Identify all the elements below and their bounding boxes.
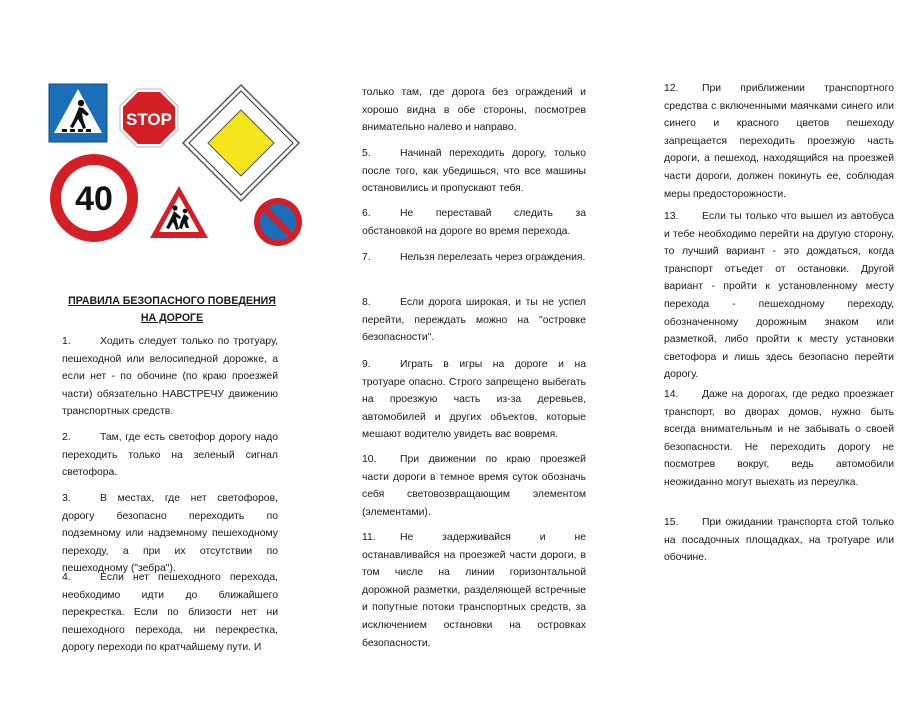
rule-text: При ожидании транспорта стой только на посадочных площадках, на тротуаре или обочине.	[664, 517, 894, 564]
rule-text: Даже на дорогах, где редко проезжает транспорт, во дворах домов, нужно быть всегда внимательным и не забывать о своей безопасности. Не переходить дорогу не посмотрев вокруг, ведь автомобили неожиданно могут выехать из переулка.	[664, 389, 894, 488]
rule-number: 8.	[362, 297, 371, 308]
rule-text: Там, где есть светофор дорогу надо переходить только на зеленый сигнал светофора.	[62, 432, 278, 479]
rule-number: 15.	[664, 517, 679, 528]
rule-paragraph	[362, 294, 586, 347]
rule-text: только там, где дорога без ограждений и хорошо видна в обе стороны, посмотрев внимательно налево и направо.	[362, 87, 586, 134]
rule-number: 1.	[62, 336, 71, 347]
rule-paragraph	[62, 333, 278, 421]
column-2	[306, 0, 612, 703]
rule-paragraph	[664, 208, 894, 384]
speed-limit-text: 40	[75, 180, 113, 218]
title-line-1: ПРАВИЛА БЕЗОПАСНОГО ПОВЕДЕНИЯ	[68, 295, 276, 307]
rule-number: 11.	[362, 532, 376, 543]
rule-paragraph	[362, 205, 586, 240]
rule-paragraph	[664, 80, 894, 203]
rule-text: При движении по краю проезжей части дороги в темное время суток обозначь себя световозвращающим элементом (элементами).	[362, 454, 586, 518]
column-1	[0, 0, 306, 703]
rule-text: Играть в игры на дороге и на тротуаре опасно. Строго запрещено выбегать на проезжую часть из-за деревьев, автомобилей и других объектов, которые мешают водителю увидеть вас вовремя.	[362, 359, 586, 441]
rule-paragraph	[62, 429, 278, 482]
rule-number: 2.	[62, 432, 71, 443]
rule-text: Если нет пешеходного перехода, необходимо идти до ближайшего перекрестка. Если по близости нет ни пешеходного перехода, ни перекрестка, дорогу переходи по кратчайшему пути. И	[62, 572, 278, 654]
rule-number: 5.	[362, 148, 371, 159]
rule-number: 6.	[362, 208, 371, 219]
rule-paragraph	[664, 386, 894, 492]
rule-text: При приближении транспортного средства с включенными маячками синего или синего и красного цветов пешеходу запрещается переходить проезжую часть дороги, а пешеход, находящийся на проезжей части дороги, должен покинуть ее, соблюдая меры предосторожности.	[664, 83, 894, 200]
children-warning-sign-icon	[148, 184, 210, 240]
rule-paragraph	[62, 569, 278, 657]
rule-paragraph	[664, 514, 894, 567]
rule-text: Начинай переходить дорогу, только после того, как убедишься, что все машины остановились и пропускают тебя.	[362, 148, 586, 195]
speed-limit-sign-icon	[48, 152, 140, 244]
stop-sign-icon	[118, 87, 180, 149]
rule-paragraph	[362, 249, 586, 267]
rule-paragraph	[62, 490, 278, 578]
rule-number: 7.	[362, 252, 371, 263]
rule-number: 13.	[664, 211, 679, 222]
road-signs-group	[44, 80, 306, 250]
rule-number: 3.	[62, 493, 71, 504]
rule-paragraph	[362, 145, 586, 198]
pedestrian-crossing-sign-icon	[48, 83, 108, 143]
rule-text: Нельзя перелезать через ограждения.	[400, 252, 586, 263]
rule-number: 12.	[664, 83, 679, 94]
no-parking-sign-icon	[252, 196, 304, 248]
rule-text: В местах, где нет светофоров, дорогу безопасно переходить по подземному или надземному пешеходному переходу, а при их отсутствии по пешеходному ("зебра").	[62, 493, 278, 575]
rule-text: Если дорога широкая, и ты не успел перейти, переждать можно на "островке безопасности".	[362, 297, 586, 344]
rule-paragraph	[362, 451, 586, 521]
rule-number: 9.	[362, 359, 371, 370]
rule-paragraph-continued	[362, 84, 586, 137]
title-line-2: НА ДОРОГЕ	[140, 312, 204, 324]
column-3	[612, 0, 918, 703]
rule-number: 14.	[664, 389, 679, 400]
rule-text: Если ты только что вышел из автобуса и тебе необходимо перейти на другую сторону, то лучший вариант - это дождаться, когда транспорт отъедет от остановки. Другой вариант - пройти к установленному месту перехода - пешеходному переходу, обозначенному дорожным знаком или разметкой, либо пройти к месту установки светофора и лишь здесь безопасно перейти дорогу.	[664, 211, 894, 381]
rule-paragraph	[362, 529, 586, 652]
rule-text: Ходить следует только по тротуару, пешеходной или велосипедной дорожке, а если нет - по обочине (по краю проезжей части) обязательно НАВСТРЕЧУ движению транспортных средств.	[62, 336, 278, 418]
rule-number: 10.	[362, 454, 377, 465]
rule-paragraph	[362, 356, 586, 444]
page-title	[62, 293, 282, 327]
rule-number: 4.	[62, 572, 71, 583]
rule-text: Не переставай следить за обстановкой на дороге во время перехода.	[362, 208, 586, 237]
stop-sign-text: STOP	[126, 110, 172, 129]
rule-text: Не задерживайся и не останавливайся на проезжей части дороги, в том числе на линии горизонтальной дорожной разметки, разделяющей встречные и попутные потоки транспортных средств, за исключением остановки на островках безопасности.	[362, 532, 586, 649]
